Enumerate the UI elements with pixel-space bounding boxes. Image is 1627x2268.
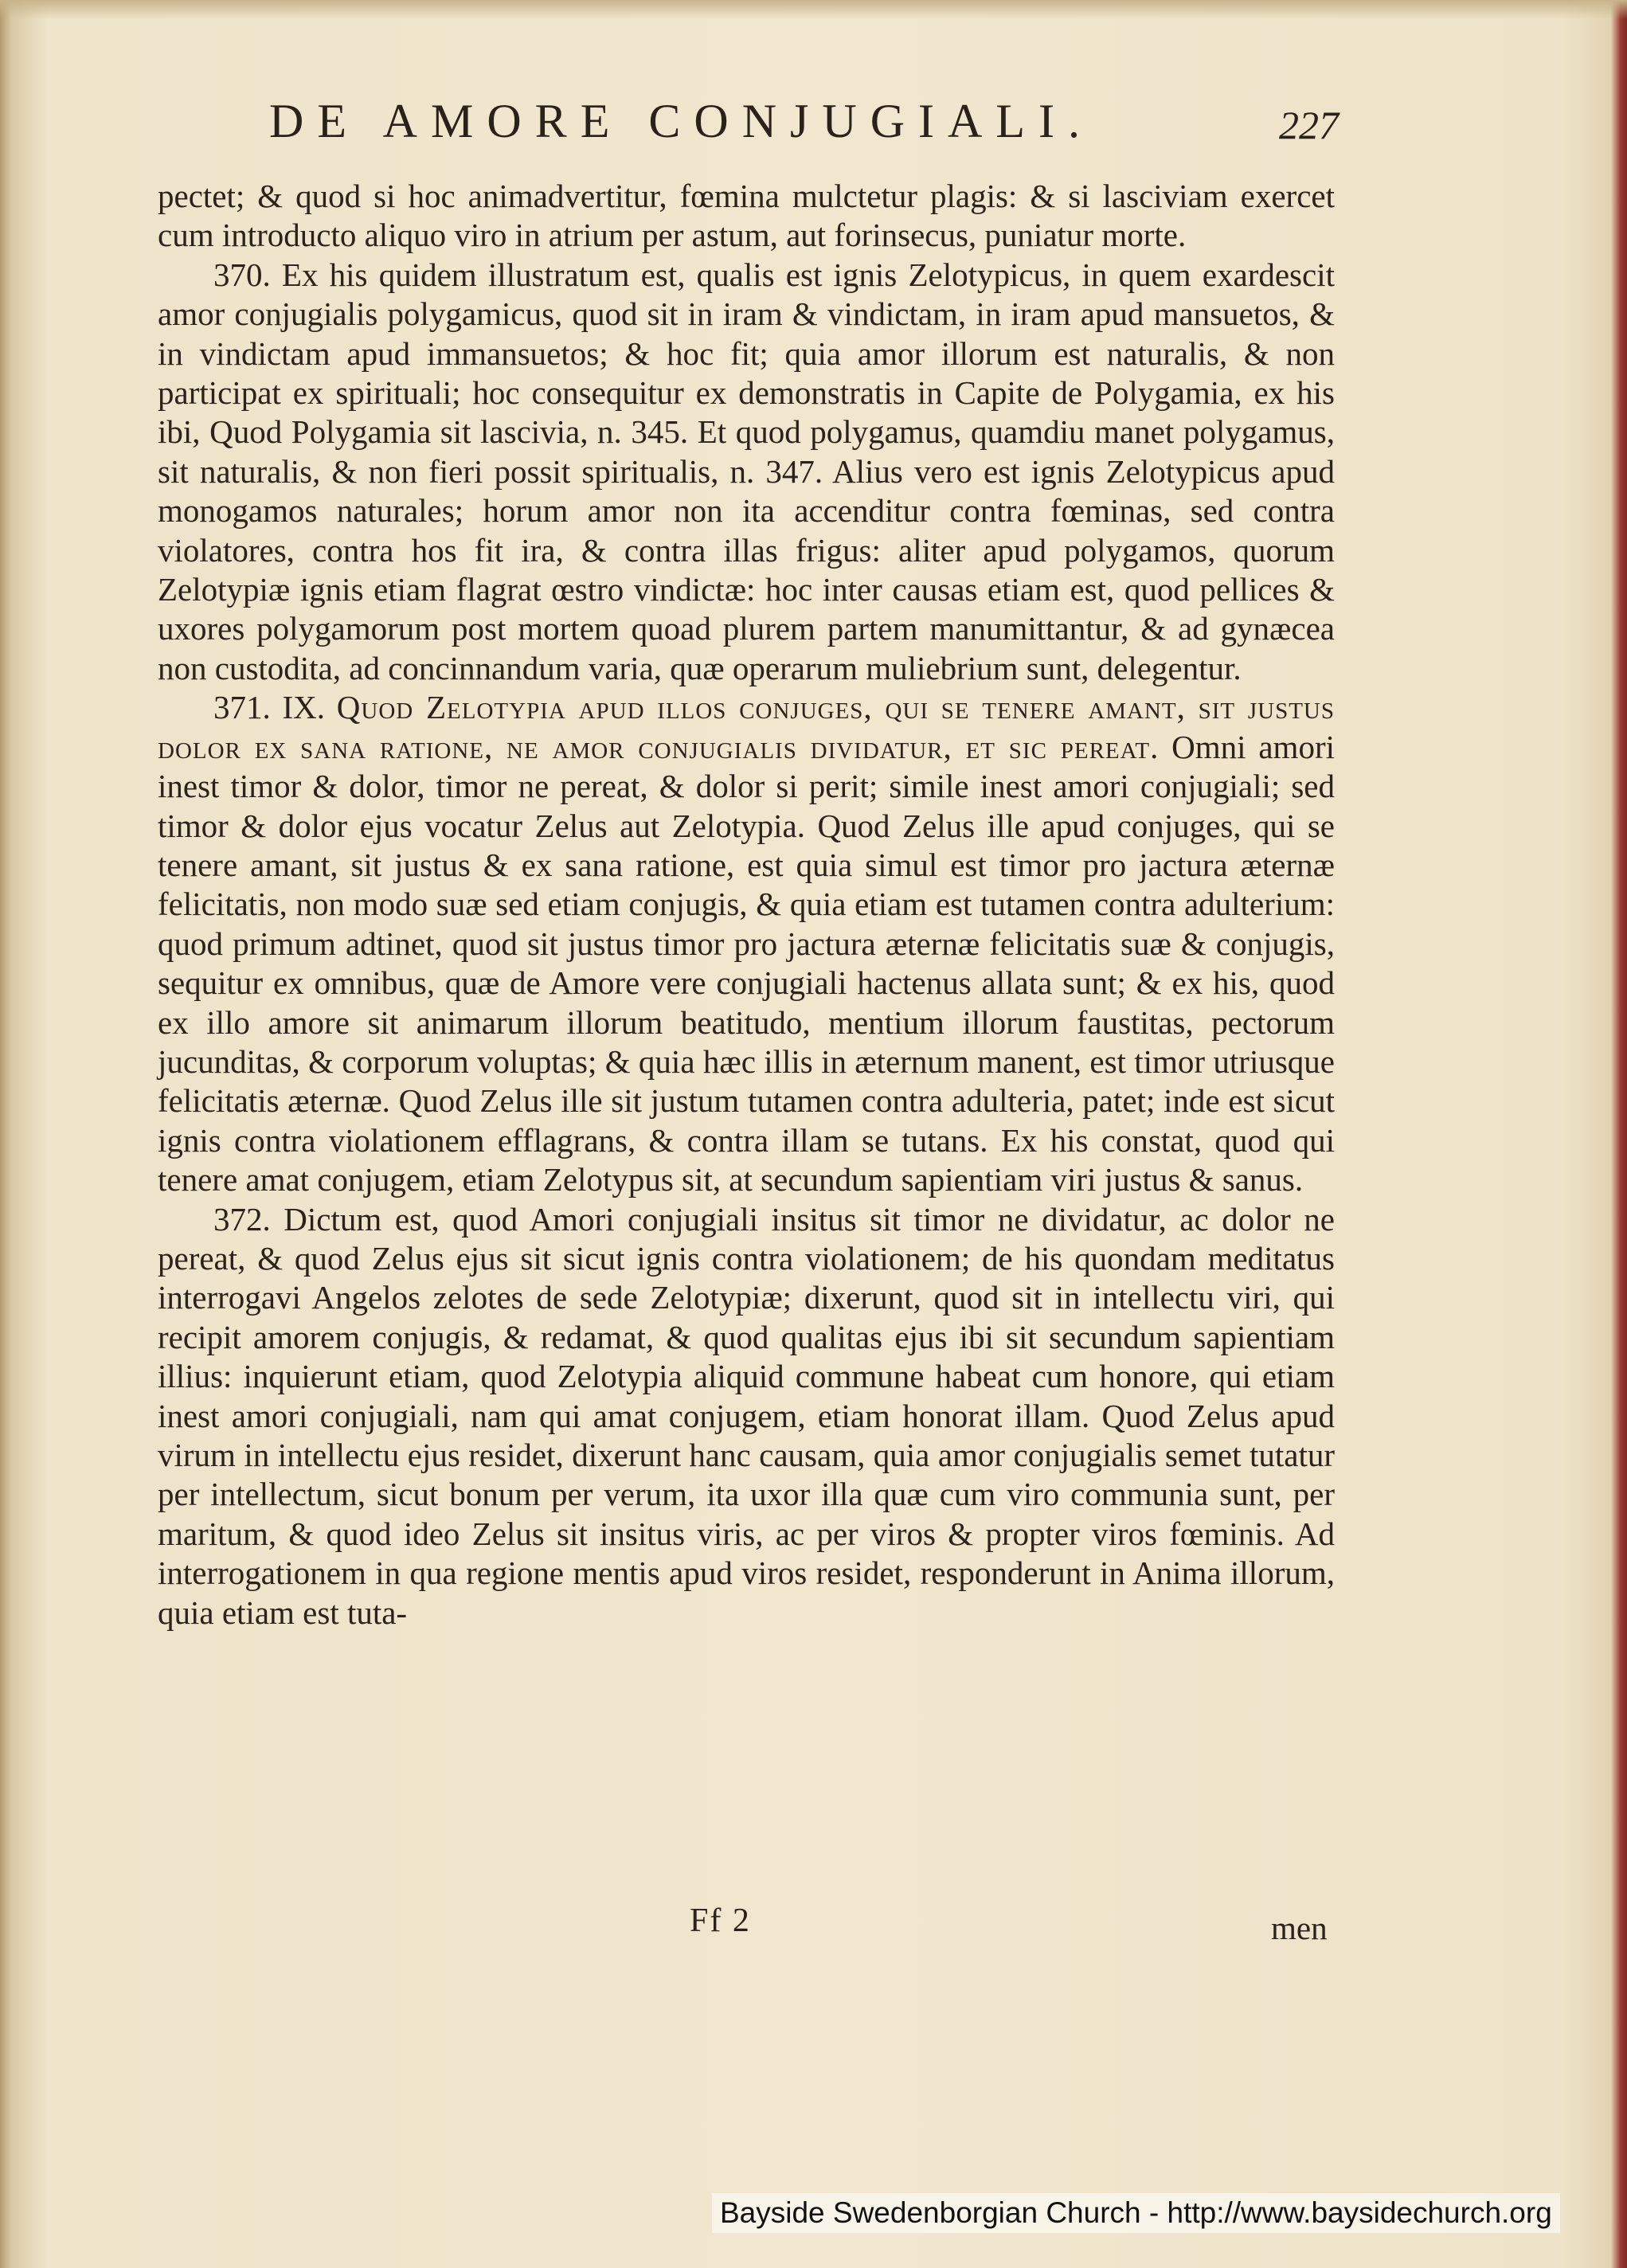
paragraph-371-heading: Quod Zelotypia apud illos conjuges, qui se tenere amant, sit justus dolor ex sana ratione, ne amor conjugialis dividatur, et sic pereat.	[158, 689, 1335, 765]
watermark-credit: Bayside Swedenborgian Church - http://www.baysidechurch.org	[712, 2193, 1560, 2233]
page-header	[159, 94, 1354, 158]
paragraph-371-number: 371. IX.	[213, 689, 326, 726]
running-title: DE AMORE CONJUGIALI.	[269, 95, 1093, 147]
page-top-edge	[0, 0, 1627, 19]
paragraph-372: 372. Dictum est, quod Amori conjugiali insitus sit timor ne dividatur, ac dolor ne pereat, & quod Zelus ejus sit sicut ignis contra violationem; de his quondam meditatus interrogavi Angelos zelotes de sede Zelotypiæ; dixerunt, quod sit in intellectu viri, qui recipit amorem conjugis, & redamat, & quod qualitas ejus ibi sit secundum sapientiam illius: inquierunt etiam, quod Zelotypia aliquid commune habeat cum honore, qui etiam inest amori conjugiali, nam qui amat conjugem, etiam honorat illam. Quod Zelus apud virum in intellectu ejus residet, dixerunt hanc causam, quia amor conjugialis semet tutatur per intellectum, sicut bonum per verum, ita uxor illa quæ cum viro communia sunt, per maritum, & quod ideo Zelus sit insitus viris, ac per viros & propter viros fœminis. Ad interrogationem in qua regione mentis apud viros residet, responderunt in Anima illorum, quia etiam est tuta-	[158, 1200, 1335, 1631]
page-body	[158, 177, 1335, 1633]
page-number: 227	[1279, 103, 1339, 147]
signature-mark: Ff 2	[690, 1902, 751, 1939]
paragraph-continuation: pectet; & quod si hoc animadvertitur, fœmina mulctetur plagis: & si lasciviam exercet cum introducto aliquo viro in atrium per astum, aut forinsecus, puniatur morte.	[158, 178, 1335, 254]
paragraph-371	[158, 688, 1335, 1199]
catchword: men	[1271, 1910, 1328, 1946]
paragraph-371-text: Omni amori inest timor & dolor, timor ne pereat, & dolor si perit; simile inest amori conjugiali; sed timor & dolor ejus vocatur Zelus aut Zelotypia. Quod Zelus ille apud conjuges, qui se tenere amant, sit justus & ex sana ratione, est quia simul est timor pro jactura æternæ felicitatis, non modo suæ sed etiam conjugis, & quia etiam est tutamen contra adulterium: quod primum adtinet, quod sit justus timor pro jactura æternæ felicitatis suæ & conjugis, sequitur ex omnibus, quæ de Amore vere conjugiali hactenus allata sunt; & ex his, quod ex illo amore sit animarum illorum beatitudo, mentium illorum faustitas, pectorum jucunditas, & corporum voluptas; & quia hæc illis in æternum manent, est timor utriusque felicitatis æternæ. Quod Zelus ille sit justum tutamen contra adulteria, patet; inde est sicut ignis contra violationem efflagrans, & contra illam se tutans. Ex his constat, quod qui tenere amat conjugem, etiam Zelotypus sit, at secundum sapientiam viri justus & sanus.	[158, 728, 1335, 1199]
paragraph-370: 370. Ex his quidem illustratum est, qualis est ignis Zelotypicus, in quem exardescit amor conjugialis polygamicus, quod sit in iram & vindictam, in iram apud mansuetos, & in vindictam apud immansuetos; & hoc fit; quia amor illorum est naturalis, & non participat ex spirituali; hoc consequitur ex demonstratis in Capite de Polygamia, ex his ibi, Quod Polygamia sit lascivia, n. 345. Et quod polygamus, quamdiu manet polygamus, sit naturalis, & non fieri possit spiritualis, n. 347. Alius vero est ignis Zelotypicus apud monogamos naturales; horum amor non ita accenditur contra fœminas, sed contra violatores, contra hos fit ira, & contra illas frigus: aliter apud polygamos, quorum Zelotypiæ ignis etiam flagrat œstro vindictæ: hoc inter causas etiam est, quod pellices & uxores polygamorum post mortem quoad plurem partem manumittantur, & ad gynæcea non custodita, ad concinnandum varia, quæ operarum muliebrium sunt, delegentur.	[158, 256, 1335, 686]
